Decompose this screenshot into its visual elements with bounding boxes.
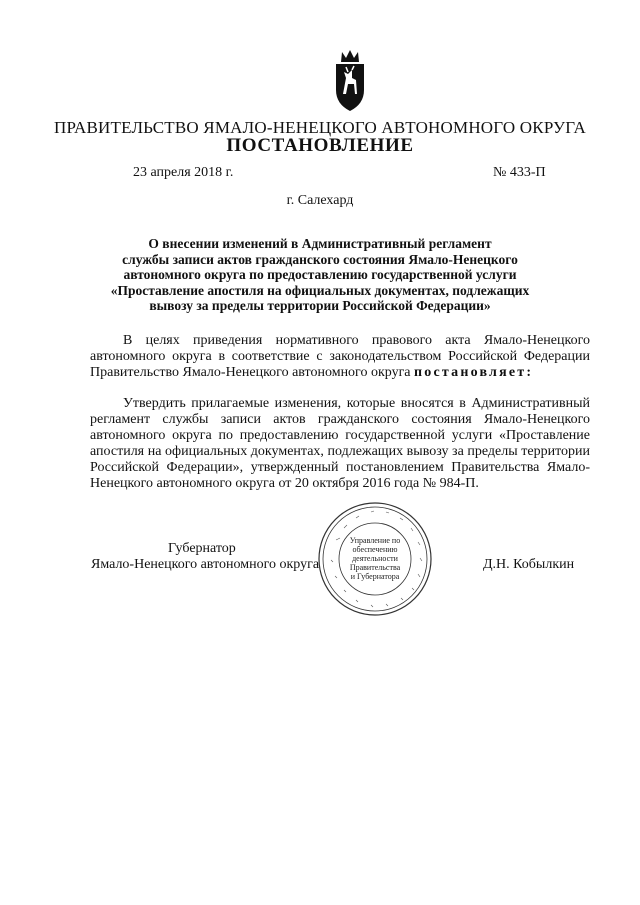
preamble-text: В целях приведения нормативного правового акта Ямало-Ненецкого автономного округа в соответствие с законодательством Российской Федерации Правительство Ямало-Ненецкого автономного округа — [90, 333, 590, 380]
signer-name: Д.Н. Кобылкин — [483, 557, 575, 572]
preamble-paragraph — [90, 333, 590, 381]
decree-word: постановляет: — [414, 365, 534, 380]
title-line: «Проставление апостиля на официальных документах, подлежащих — [110, 282, 530, 298]
title-line: службы записи актов гражданского состояния Ямало-Ненецкого — [122, 251, 518, 267]
resolution-paragraph — [90, 396, 590, 492]
document-type: ПОСТАНОВЛЕНИЕ — [226, 135, 414, 156]
decree-title — [100, 236, 540, 314]
decree-number: № 433-П — [493, 165, 546, 180]
official-stamp — [316, 500, 434, 618]
signer-position-line1: Губернатор — [168, 541, 236, 556]
decree-city: г. Салехард — [286, 193, 354, 208]
stamp-inner-text: Управление по обеспечению деятельности Правительства и Губернатора — [349, 536, 401, 581]
signer-position-line2: Ямало-Ненецкого автономного округа — [91, 557, 320, 572]
resolution-text: Утвердить прилагаемые изменения, которые вносятся в Административный регламент службы записи актов гражданского состояния Ямало-Ненецкого автономного округа по предоставлению государственной услуги «Проставление апостиля на официальных документах, подлежащих вывозу за пределы территории Российской Федерации», утвержденный постановлением Правительства Ямало-Ненецкого автономного округа от 20 октября 2016 года № 984-П. — [90, 396, 590, 491]
government-name: ПРАВИТЕЛЬСТВО ЯМАЛО-НЕНЕЦКОГО АВТОНОМНОГО ОКРУГА — [54, 118, 586, 137]
title-line: О внесении изменений в Административный регламент — [148, 236, 492, 251]
title-line: автономного округа по предоставлению государственной услуги — [123, 267, 517, 282]
title-line: вывозу за пределы территории Российской Федерации» — [149, 298, 491, 313]
decree-date: 23 апреля 2018 г. — [133, 165, 234, 180]
coat-of-arms-emblem — [330, 48, 370, 114]
